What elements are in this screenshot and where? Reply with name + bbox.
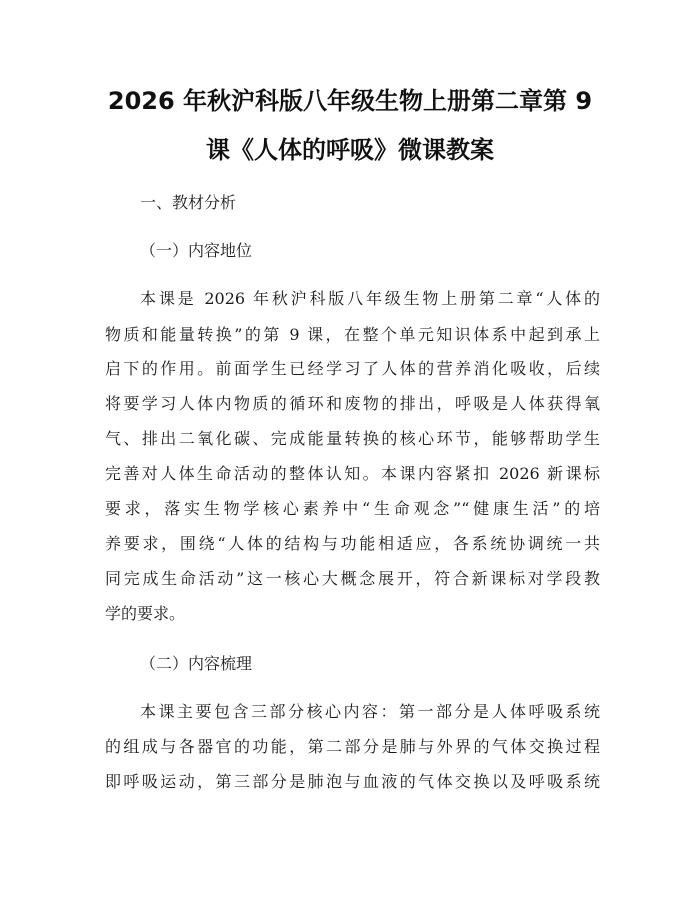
section-heading-textbook-analysis: 一、教材分析 [140,193,237,212]
paragraph-line: 本课是 2026 年秋沪科版八年级生物上册第二章“人体的 [140,289,600,308]
paragraph-line: 同完成生命活动”这一核心大概念展开，符合新课标对学段教 [105,569,600,588]
document-title-line-2: 课《人体的呼吸》微课教案 [206,136,494,164]
paragraph-line: 即呼吸运动，第三部分是肺泡与血液的气体交换以及呼吸系统 [105,772,600,791]
paragraph-line: 的组成与各器官的功能，第二部分是肺与外界的气体交换过程 [105,737,600,756]
paragraph-line: 气、排出二氧化碳、完成能量转换的核心环节，能够帮助学生 [105,429,600,448]
subsection-heading-content-position: （一）内容地位 [140,241,253,260]
paragraph-line: 本课主要包含三部分核心内容：第一部分是人体呼吸系统 [140,702,600,721]
paragraph-line: 物质和能量转换”的第 9 课，在整个单元知识体系中起到承上 [105,325,600,344]
paragraph-line: 启下的作用。前面学生已经学习了人体的营养消化吸收，后续 [105,359,600,378]
document-title-line-1: 2026 年秋沪科版八年级生物上册第二章第 9 [107,87,593,115]
paragraph-line: 要求，落实生物学核心素养中“生命观念”“健康生活”的培 [105,499,600,518]
paragraph-line: 将要学习人体内物质的循环和废物的排出，呼吸是人体获得氧 [105,394,600,413]
paragraph-line: 学的要求。 [105,604,186,623]
subsection-heading-content-outline: （二）内容梳理 [140,654,253,673]
paragraph-line: 完善对人体生命活动的整体认知。本课内容紧扣 2026 新课标 [105,464,600,483]
paragraph-line: 养要求，围绕“人体的结构与功能相适应，各系统协调统一共 [105,534,600,553]
